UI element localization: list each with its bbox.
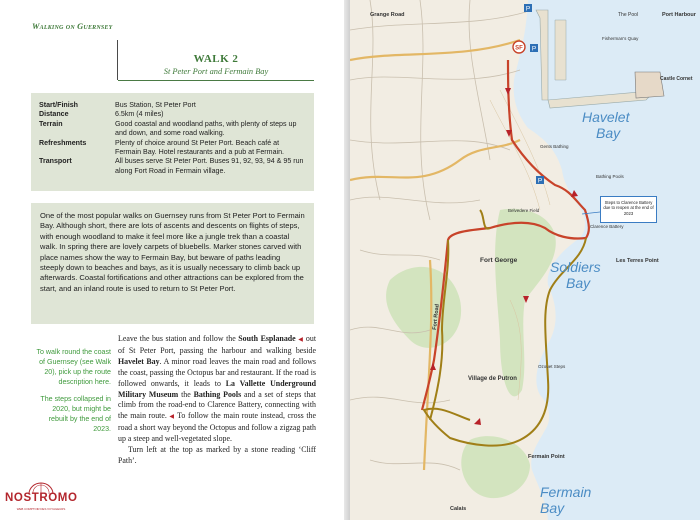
info-key: Distance [39, 110, 69, 119]
parking-icon [536, 176, 544, 185]
logo-tagline: WEB COMPTOIR DES VOYAGEURS [16, 507, 66, 511]
sidenote-steps: The steps collapsed in 2020, but might be rebuilt by the end of 2023. [40, 395, 111, 433]
info-row-transport [39, 157, 306, 176]
info-value: 6.5km (4 miles) [115, 110, 164, 119]
sidenote-coast: To walk round the coast of Guernsey (see Walk 20), pick up the route description here. [36, 348, 111, 386]
place-les-terres-point: Les Terres Point [616, 258, 659, 264]
marker-triangle-icon: ◀ [169, 414, 175, 421]
place-south-esplanade: South Esplanade [238, 334, 296, 343]
place-port-harbour: Port Harbour [662, 12, 696, 18]
sea-label-havelet-1: Havelet [582, 109, 630, 125]
info-row-terrain [39, 120, 306, 139]
place-grange-road: Grange Road [370, 12, 405, 18]
info-value: Good coastal and woodland paths, with plenty of steps up and down, and some road walking. [115, 119, 297, 138]
text-run: Leave the bus station and follow the [118, 334, 239, 343]
info-box [31, 93, 314, 191]
start-marker-label: SF [515, 45, 523, 52]
place-bathing-pools: Bathing Pools [193, 389, 242, 399]
marker-triangle-icon: ◀ [298, 337, 304, 343]
place-fort-road: Fort Road [432, 303, 441, 331]
route-description [118, 334, 316, 467]
parking-icon [524, 4, 532, 13]
place-the-pool: The Pool [618, 12, 639, 18]
info-row-distance [39, 110, 306, 119]
intro-box: One of the most popular walks on Guernsey runs from St Peter Port to Fermain Bay. Although short, there are lots of ascents and descents on flights of steps, with enough woodland to make it feel more like a jungle trek than a coastal walk. In spring there are lovely carpets of bluebells. Marker stones carved with place names show the way to Fermain Bay, but beware of paths leading steeply down to beaches and bays, as it is usually necessary to climb back up afterwards. Coastal fortifications and other attractions can be explored from the start, and an inland route is used to return to St Peter Port. [31, 203, 314, 324]
sidenotes [31, 347, 111, 434]
text-run: To follow the main route instead, cross the road a short way beyond the Octopus and follow a zigzag path up a steep and well-vegetated slope. [118, 411, 316, 444]
info-value: Plenty of choice around St Peter Port. Beach café at Fermain Bay. Hotel restaurants and a pub at Fermain. [115, 138, 285, 157]
info-value: All buses serve St Peter Port. Buses 91, 92, 93, 94 & 95 run along Fort Road in Fermain village. [115, 157, 304, 175]
info-key: Terrain [39, 119, 63, 128]
info-key: Refreshments [39, 138, 87, 147]
nostromo-logo [5, 482, 77, 516]
place-ozouet-steps: Ozouet Steps [538, 364, 566, 369]
walk-title: WALK 2 [193, 53, 239, 65]
info-key: Transport [39, 157, 72, 166]
place-belvedere-field: Belvedere Field [508, 208, 540, 213]
place-military-museum: La Vallette Underground Military Museum [118, 378, 316, 399]
text-run: . A minor road leaves the main road and follows the coast, passing the Octopus bar and restaurant. If the road is followed onwards, it leads to [118, 356, 317, 388]
route-map [350, 0, 700, 520]
place-havelet-bay: Havelet Bay [118, 356, 160, 366]
running-header: Walking on Guernsey [32, 22, 113, 31]
info-row-refreshments [39, 139, 306, 158]
sea-label-havelet-2: Bay [596, 125, 621, 141]
text-run: and a set of steps that climb from the road-end to Clarence Battery, connecting with the main route. [118, 389, 316, 421]
svg-text:P: P [537, 177, 543, 185]
place-gents-bathing: Gents Bathing [540, 144, 569, 149]
title-rule [118, 80, 314, 81]
place-clarence-battery: Clarence Battery [590, 224, 624, 229]
map-harbour-pier [555, 20, 566, 80]
info-key: Start/Finish [39, 101, 79, 109]
svg-text:P: P [531, 45, 537, 53]
place-village-de-putron: Village de Putron [468, 376, 517, 382]
info-value: Bus Station, St Peter Port [115, 101, 196, 109]
place-castle-cornet: Castle Cornet [660, 76, 693, 82]
place-bathing-pools: Bathing Pools [596, 174, 624, 179]
text-run: out of St Peter Port, passing the harbour and walking beside [118, 334, 317, 355]
text-run: the [178, 389, 194, 399]
sea-label-soldiers-1: Soldiers [550, 259, 601, 275]
logo-name: NOSTROMO [5, 492, 78, 504]
walk-subtitle: St Peter Port and Fermain Bay [163, 67, 269, 76]
steps-callout: Steps to Clarence Battery due to reopen at the end of 2023 [600, 196, 657, 223]
route-paragraph-1 [118, 334, 316, 445]
place-calais: Calais [450, 506, 467, 512]
sea-label-fermain-2: Bay [540, 500, 565, 516]
svg-text:P: P [525, 5, 531, 13]
sea-label-soldiers-2: Bay [566, 275, 591, 291]
route-paragraph-2: Turn left at the top as marked by a stone reading ‘Cliff Path’. [118, 445, 316, 465]
parking-icon [530, 44, 538, 53]
place-fort-george: Fort George [480, 257, 518, 264]
info-row-start [39, 101, 306, 110]
place-fermain-point: Fermain Point [528, 454, 565, 460]
place-fishermans-quay: Fisherman's Quay [602, 36, 639, 41]
sea-label-fermain-1: Fermain [540, 484, 592, 500]
